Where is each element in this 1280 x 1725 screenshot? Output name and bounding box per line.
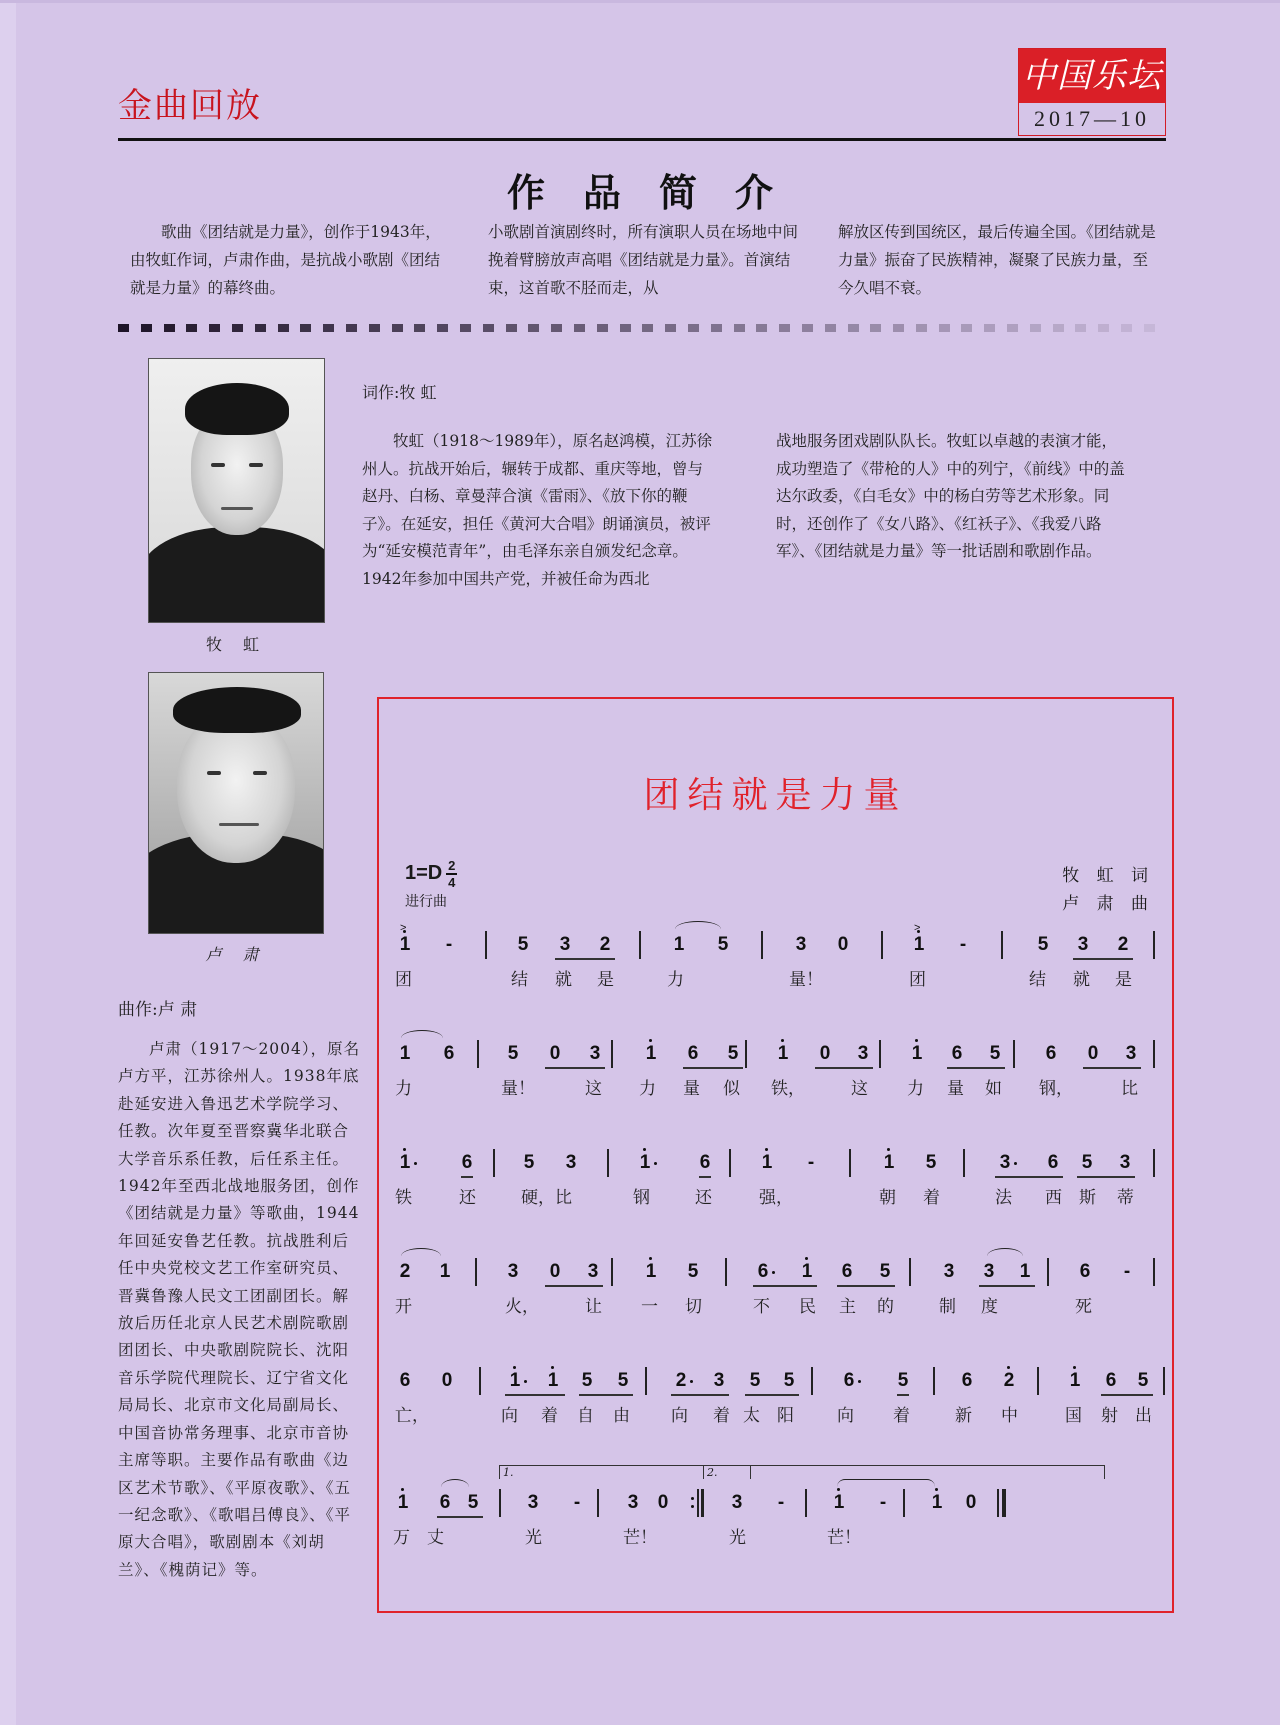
- score-row-1: 1 > - 5 3 2 1 5 3 0 1 > - 5 3 2 团 结 就 是 力 量！ 团 结 就 是: [403, 927, 1153, 1007]
- note: 5: [1037, 934, 1049, 955]
- score-row-4: 2 1 3 0 3 1 5 6 1 6 5 3 3 1 6 - 开 火， 让 一 切 不 民 主 的 制 度 死: [403, 1254, 1153, 1334]
- header-rule: [118, 138, 1166, 141]
- intro-column-3: 解放区传到国统区，最后传遍全国。《团结就是力量》振奋了民族精神，凝聚了民族力量，至今久唱不衰。: [838, 223, 1156, 297]
- lyricist-photo-caption: 牧 虹: [205, 635, 268, 654]
- score-row-2: 1 6 5 0 3 1 6 5 1 0 3 1 6 5 6 0 3 力 量！ 这 力 量 似 铁， 这 力 量 如 钢， 比: [403, 1036, 1153, 1116]
- key-label: 1=D: [405, 862, 443, 885]
- section-label: 金曲回放: [118, 86, 262, 126]
- logo-title: 中国乐坛: [1019, 49, 1165, 103]
- dashed-divider: [118, 324, 1166, 332]
- music-credit: 卢 肃 曲: [1062, 894, 1154, 914]
- note: 3: [1077, 934, 1089, 955]
- song-title: 团结就是力量: [643, 775, 908, 816]
- note: 1 >: [399, 922, 411, 955]
- magazine-logo: [1018, 48, 1166, 136]
- note: 1: [673, 934, 685, 955]
- note: 1 >: [913, 922, 925, 955]
- issue-number: 2017—10: [1034, 106, 1150, 131]
- time-signature: 2 4: [448, 858, 456, 890]
- key-signature: [405, 859, 457, 889]
- composer-heading: 曲作:卢 肃: [118, 1000, 198, 1020]
- note: 3: [795, 934, 807, 955]
- score-row-6: 1 6 5 1. 3 - 3 0 2. 3 - 1 - 1 0 万 丈 光 芒！ 光 芒！: [403, 1485, 1153, 1565]
- volta-2: 2.: [703, 1465, 1105, 1479]
- intro-column-1: 歌曲《团结就是力量》，创作于1943年，由牧虹作词，卢肃作曲，是抗战小歌剧《团结就是力量》的幕终曲。: [130, 223, 441, 297]
- lyricist-heading: 词作:牧 虹: [362, 383, 437, 402]
- lyricist-photo: [148, 358, 325, 623]
- note: 5: [517, 934, 529, 955]
- score-row-3: 1 6 5 3 1 6 1 - 1 5 3 6 5 3 铁 还 硬，比 钢 还 强， 朝 着 法 西 斯 蒂: [403, 1145, 1153, 1225]
- tempo-marking: 进行曲: [405, 894, 447, 910]
- volta-1: 1.: [499, 1465, 751, 1479]
- note: -: [445, 934, 453, 955]
- intro-column-2: 小歌剧首演剧终时，所有演职人员在场地中间挽着臂膀放声高唱《团结就是力量》。首演结束，这首歌不胫而走，从: [488, 223, 799, 297]
- note: 2: [1117, 934, 1129, 955]
- lyrics-credit: 牧 虹 词: [1062, 866, 1154, 886]
- composer-photo-caption: 卢 肃: [205, 945, 267, 964]
- note: 2: [599, 934, 611, 955]
- note: 3: [559, 934, 571, 955]
- score-row-5: 6 0 1 1 5 5 2 3 5 5 6 5 6 2 1 6 5 亡， 向 着 自 由 向 着 太 阳 向 着 新 中 国 射 出: [403, 1363, 1153, 1443]
- intro-title: 作品简介: [506, 171, 811, 215]
- page-edge: [0, 0, 16, 1725]
- note: 0: [837, 934, 849, 955]
- composer-photo: [148, 672, 324, 934]
- page-top-edge: [0, 0, 1280, 3]
- note: -: [959, 934, 967, 955]
- note: 5: [717, 934, 729, 955]
- lyricist-bio-column-2: 战地服务团戏剧队队长。牧虹以卓越的表演才能，成功塑造了《带枪的人》中的列宁，《前线》中的盖达尔政委，《白毛女》中的杨白劳等艺术形象。同时，还创作了《女八路》、《红袄子》、《我爱八路军》、《团结就是力量》等一批话剧和歌剧作品。: [776, 432, 1125, 560]
- lyricist-bio-column-1: 牧虹（1918～1989年），原名赵鸿模，江苏徐州人。抗战开始后，辗转于成都、重庆等地，曾与赵丹、白杨、章曼萍合演《雷雨》、《放下你的鞭子》。在延安，担任《黄河大合唱》朗诵演员，被评为“延安模范青年”，由毛泽东亲自颁发纪念章。1942年参加中国共产党，并被任命为西北: [362, 432, 713, 588]
- sheet-music-panel: [377, 697, 1174, 1613]
- composer-bio: 卢肃（1917～2004），原名卢方平，江苏徐州人。1938年底赴延安进入鲁迅艺术学院学习、任教。次年夏至晋察冀华北联合大学音乐系任教，后任系主任。1942年至西北战地服务团，创作《团结就是力量》等歌曲，1944年回延安鲁艺任教。抗战胜利后任中央党校文艺工作室研究员、晋冀鲁豫人民文工团副团长。解放后历任北京人民艺术剧院歌剧团团长、中央歌剧院院长、沈阳音乐学院代理院长、辽宁省文化局局长、北京市文化局副局长、中国音协常务理事、北京市音协主席等职。主要作品有歌曲《边区艺术节歌》、《平原夜歌》、《五一纪念歌》、《歌唱吕傅良》、《平原大合唱》，歌剧剧本《刘胡兰》、《槐荫记》等。: [118, 1040, 361, 1579]
